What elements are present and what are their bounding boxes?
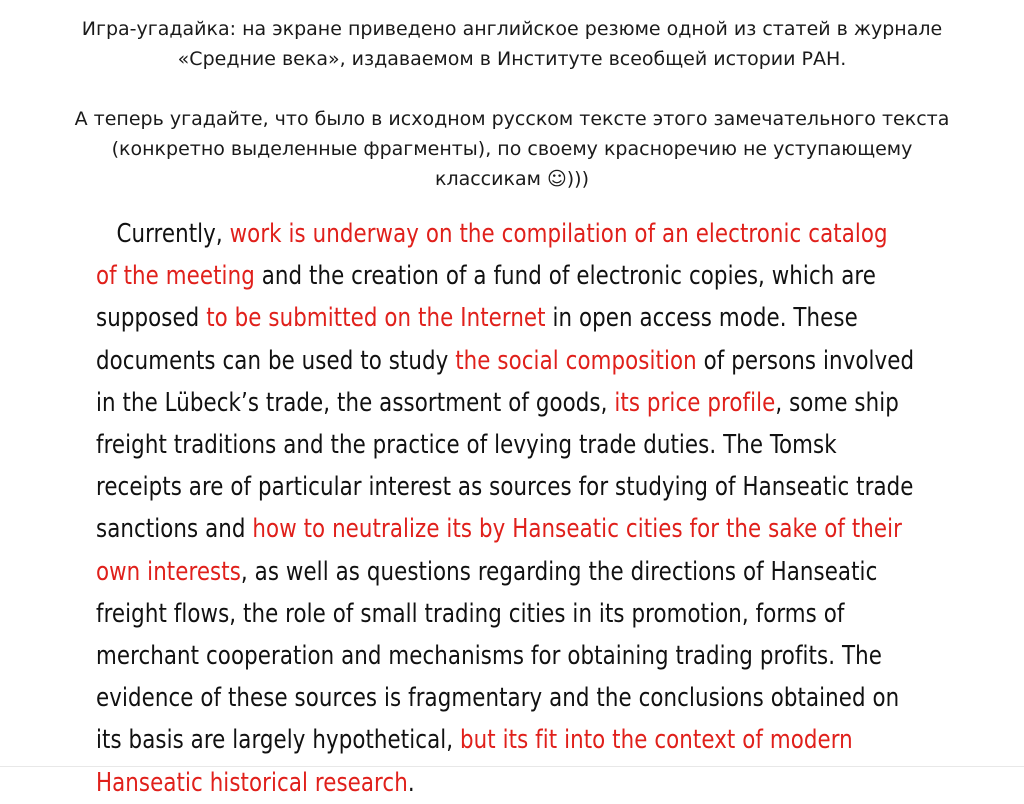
slide-header [60, 14, 964, 194]
highlight-segment-1: work is underway on the compilation of an electronic catalog of the meeting [96, 219, 888, 292]
segment-6: of persons involved in the Lübeck’s trade, the assortment of goods, [96, 345, 915, 418]
highlight-segment-11: but its fit into the context of modern Hanseatic historical research [96, 725, 853, 798]
segment-8: , some ship freight traditions and the practice of levying trade duties. The Tomsk receipts are of particular interest as sources for studying of Hanseatic trade sanctions and [96, 387, 914, 545]
segment-12: . [407, 767, 415, 798]
highlight-segment-5: the social composition [455, 345, 697, 376]
highlight-segment-9: how to neutralize its by Hanseatic cities for the sake of their own interests [96, 514, 903, 587]
segment-2: and the creation of a fund of electronic copies, which are supposed [96, 261, 876, 334]
abstract-text [96, 213, 914, 804]
segment-4: in open access mode. These documents can be used to study [96, 303, 858, 376]
header-spacer [60, 74, 964, 104]
header-intro: Игра-угадайка: на экране приведено английское резюме одной из статей в журнале «Средние века», издаваемом в Институте всеобщей истории РАН. [81, 18, 943, 70]
segment-0: Currently, [116, 219, 230, 249]
highlight-segment-7: its price profile [614, 387, 776, 418]
header-question: А теперь угадайте, что было в исходном русском тексте этого замечательного текста (конкретно выделенные фрагменты), по своему красноречию не уступающему классикам ☺))) [74, 108, 950, 190]
segment-10: , as well as questions regarding the directions of Hanseatic freight flows, the role of small trading cities in its promotion, forms of merchant cooperation and mechanisms for obtaining trading profits. The evidence of these sources is fragmentary and the conclusions obtained on its basis are largely hypothetical, [96, 556, 900, 756]
highlight-segment-3: to be submitted on the Internet [206, 303, 546, 334]
